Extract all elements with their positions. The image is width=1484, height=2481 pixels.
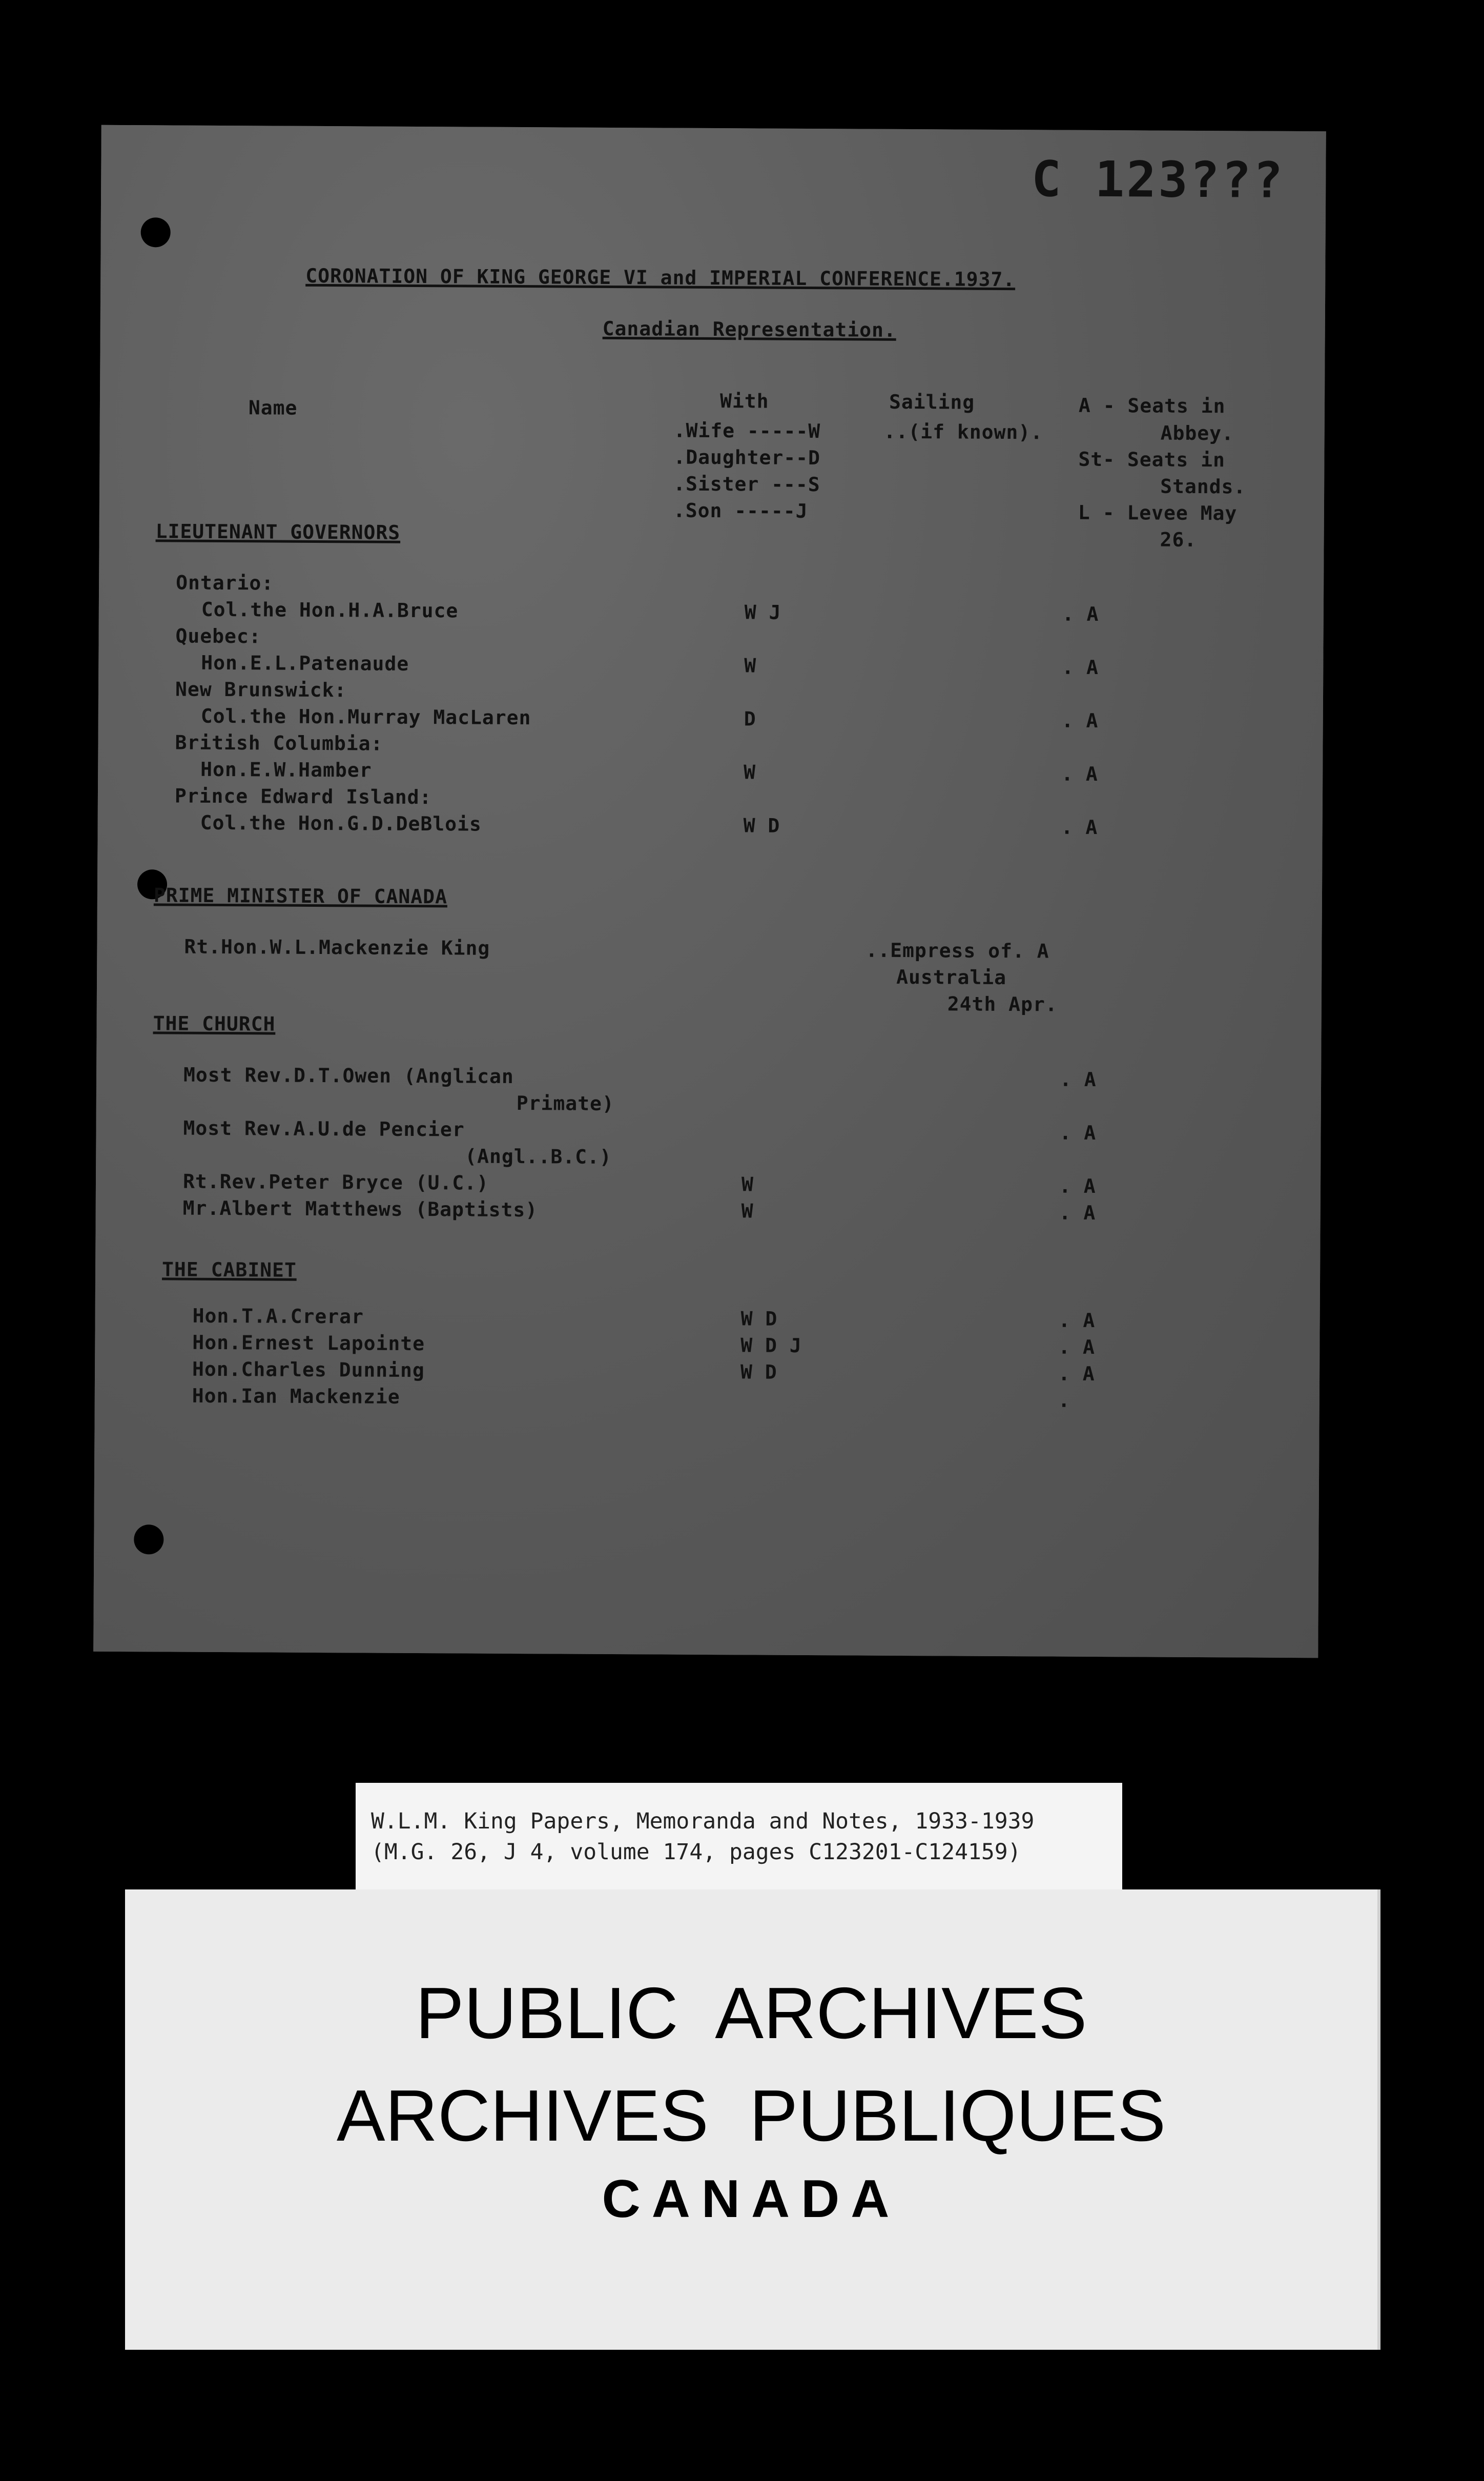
dots-cabinet-4: . [1058, 1389, 1070, 1412]
pm-sailing-3: 24th Apr. [947, 992, 1058, 1016]
slip-line-1: W.L.M. King Papers, Memoranda and Notes, 1933-1939 [371, 1808, 1035, 1834]
col-sailing: Sailing [889, 390, 975, 414]
name-nb: Col.the Hon.Murray MacLaren [200, 704, 531, 729]
with-cabinet-1: W D [740, 1307, 778, 1330]
punch-hole-bottom [134, 1524, 163, 1554]
a-pei: . A [1061, 816, 1098, 839]
page-stamp: C 123??? [1031, 150, 1285, 209]
a-church-4: . A [1059, 1201, 1096, 1224]
name-pei: Col.the Hon.G.D.DeBlois [200, 811, 482, 836]
a-church-2: . A [1059, 1121, 1097, 1144]
col-name: Name [248, 396, 298, 419]
pm-sailing-2: Australia [896, 965, 1007, 989]
cabinet-2: Hon.Ernest Lapointe [192, 1331, 425, 1355]
col-sailing-sub: ..(if known). [883, 420, 1043, 444]
archives-line-fr: ARCHIVES PUBLIQUES [336, 2075, 1166, 2157]
province-ontario: Ontario: [176, 571, 274, 595]
col-with-row-2: .Daughter--D [673, 445, 821, 470]
church-2b: (Angl..B.C.) [465, 1145, 612, 1169]
section-lt-gov: LIEUTENANT GOVERNORS [155, 520, 401, 544]
name-quebec: Hon.E.L.Patenaude [201, 651, 409, 675]
a-church-3: . A [1059, 1174, 1096, 1197]
with-pei: W D [743, 814, 780, 837]
church-3: Rt.Rev.Peter Bryce (U.C.) [182, 1170, 489, 1194]
col-key-4: Stands. [1160, 475, 1246, 498]
name-bc: Hon.E.W.Hamber [200, 758, 372, 782]
a-cabinet-1: . A [1058, 1309, 1096, 1332]
section-pm: PRIME MINISTER OF CANADA [153, 884, 448, 908]
section-church: THE CHURCH [153, 1012, 276, 1035]
col-with-row-4: .Son -----J [673, 499, 808, 522]
with-cabinet-3: W D [740, 1360, 777, 1384]
col-key-6: 26. [1160, 528, 1197, 551]
province-nb: New Brunswick: [175, 678, 347, 702]
cabinet-4: Hon.Ian Mackenzie [192, 1384, 400, 1408]
col-with: With [719, 390, 769, 413]
archives-card [125, 1889, 1380, 2350]
church-1: Most Rev.D.T.Owen (Anglican [183, 1063, 514, 1088]
with-cabinet-2: W D J [740, 1334, 802, 1357]
with-bc: W [744, 761, 756, 784]
name-ontario: Col.the Hon.H.A.Bruce [201, 598, 459, 622]
with-ontario: W J [744, 601, 781, 624]
province-bc: British Columbia: [175, 731, 383, 755]
name-pm: Rt.Hon.W.L.Mackenzie King [184, 935, 490, 960]
cabinet-1: Hon.T.A.Crerar [192, 1304, 364, 1328]
a-ontario: . A [1062, 602, 1099, 625]
col-with-row-3: .Sister ---S [673, 472, 820, 496]
col-key-5: L - Levee May [1078, 501, 1238, 525]
church-2: Most Rev.A.U.de Pencier [183, 1116, 465, 1141]
a-cabinet-2: . A [1058, 1335, 1096, 1358]
with-church-4: W [741, 1199, 754, 1223]
church-1b: Primate) [516, 1092, 614, 1115]
province-pei: Prince Edward Island: [174, 784, 432, 809]
col-key-1: A - Seats in [1078, 394, 1226, 418]
pm-sailing: ..Empress of. A [865, 939, 1049, 963]
col-with-row-1: .Wife -----W [673, 419, 821, 443]
document-page [93, 125, 1326, 1658]
punch-hole-top [141, 217, 171, 247]
section-cabinet: THE CABINET [162, 1258, 297, 1282]
archives-line-en: PUBLIC ARCHIVES [415, 1972, 1087, 2054]
with-church-3: W [741, 1173, 754, 1196]
doc-title: CORONATION OF KING GEORGE VI and IMPERIAL CONFERENCE.1937. [305, 264, 1016, 291]
col-key-3: St- Seats in [1078, 448, 1226, 472]
province-quebec: Quebec: [175, 624, 261, 648]
with-nb: D [744, 707, 756, 730]
archives-country: CANADA [602, 2169, 901, 2229]
with-quebec: W [744, 654, 757, 677]
a-quebec: . A [1062, 656, 1099, 679]
cabinet-3: Hon.Charles Dunning [192, 1357, 425, 1382]
reference-slip [356, 1783, 1122, 1892]
doc-subtitle: Canadian Representation. [602, 317, 896, 341]
a-cabinet-3: . A [1058, 1362, 1095, 1385]
col-key-2: Abbey. [1160, 421, 1234, 445]
a-bc: . A [1061, 762, 1098, 785]
a-church-1: . A [1059, 1068, 1097, 1091]
church-4: Mr.Albert Matthews (Baptists) [182, 1196, 538, 1222]
a-nb: . A [1061, 709, 1099, 732]
slip-line-2: (M.G. 26, J 4, volume 174, pages C123201-C124159) [371, 1839, 1021, 1865]
